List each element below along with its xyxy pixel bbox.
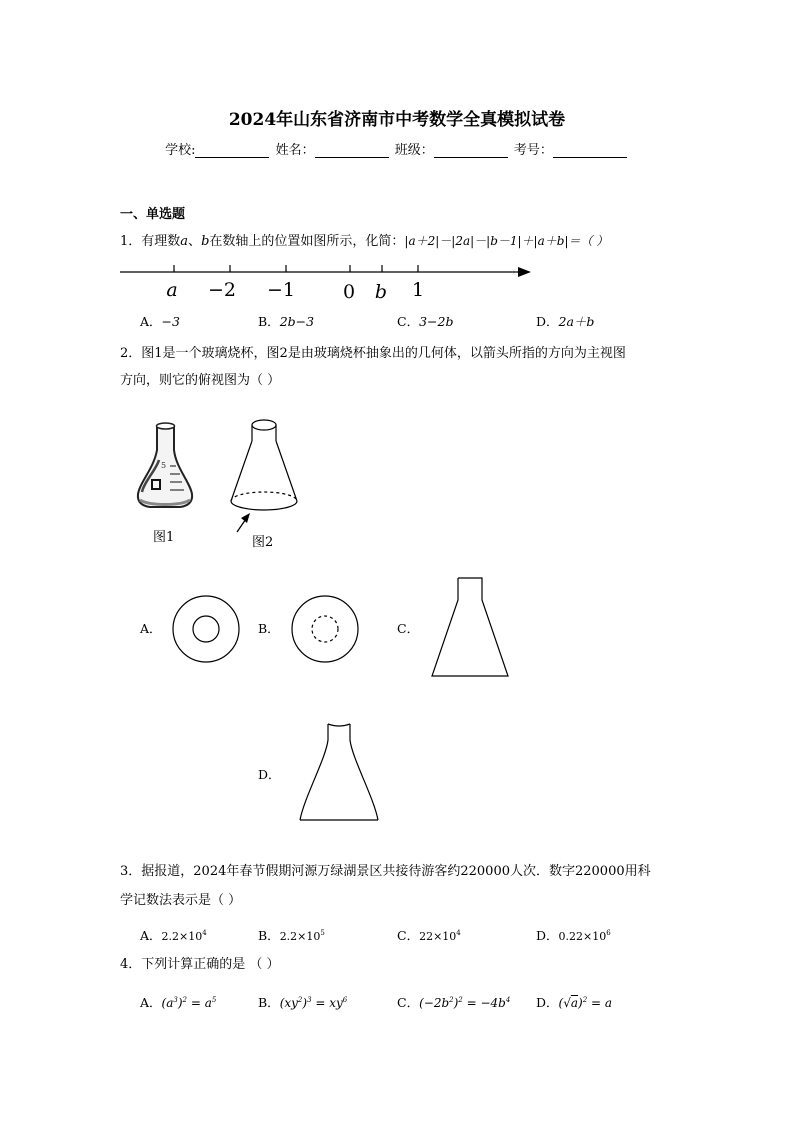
- figure-1-beaker: [130, 420, 200, 515]
- label-1: 1: [411, 279, 425, 301]
- q3-option-d[interactable]: D．$0.22\times 10^6$: [536, 928, 611, 943]
- page-title: 2024年山东省济南市中考数学全真模拟试卷: [228, 110, 566, 130]
- q4-c-formula: $(-2b^2)^2 = -4b^4$: [419, 996, 511, 1010]
- name-label: 姓名：: [275, 143, 315, 158]
- q4-option-c[interactable]: C．$(-2b^2)^2 = -4b^4$: [397, 995, 511, 1010]
- number-line-arrow-icon: [518, 267, 531, 277]
- q2-option-c-figure[interactable]: [428, 576, 512, 680]
- q4-option-a[interactable]: A．$(a^3)^2 = a^5$: [140, 995, 217, 1010]
- q2-option-b-label[interactable]: B．: [258, 621, 280, 636]
- q1-expression: |a＋2|－|2a|－|b－1|＋|a＋b|＝（ ）: [404, 234, 609, 248]
- q1-option-a[interactable]: A．−3: [140, 314, 180, 329]
- figure-2-frustum: [225, 415, 310, 525]
- question-2-line1: 2．图1是一个玻璃烧杯，图2是由玻璃烧杯抽象出的几何体，以箭头所指的方向为主视图: [120, 346, 626, 361]
- q4-option-d[interactable]: D．$(√a)^2 = a$: [536, 995, 613, 1010]
- q4-d-formula: $(√a)^2 = a$: [558, 996, 613, 1010]
- q2-option-a-label[interactable]: A．: [140, 621, 162, 636]
- label-minus1: −1: [266, 279, 296, 301]
- q2-option-d-figure[interactable]: [296, 718, 386, 828]
- q3-option-a[interactable]: A．$2.2\times 10^4$: [140, 928, 207, 943]
- q3-option-c[interactable]: C．$22\times 10^4$: [397, 928, 461, 943]
- label-minus2: −2: [207, 279, 237, 301]
- q1-option-b[interactable]: B．2b−3: [258, 314, 315, 329]
- question-3-line1: 3．据报道，2024年春节假期河源万绿湖景区共接待游客约220000人次．数字220000用科: [120, 864, 651, 879]
- q1-option-d[interactable]: D．2a＋b: [536, 314, 595, 329]
- label-b: b: [374, 281, 388, 303]
- question-4-stem: 4．下列计算正确的是 （ ）: [120, 957, 280, 972]
- section-heading: 一、单选题: [120, 207, 186, 222]
- school-label: 学校:: [165, 143, 196, 158]
- school-blank[interactable]: [195, 145, 269, 158]
- figure-2-caption: 图2: [252, 535, 274, 550]
- class-blank[interactable]: [434, 145, 508, 158]
- q2-option-a-figure[interactable]: [170, 593, 242, 665]
- number-line: [0, 255, 794, 305]
- question-3-line2: 学记数法表示是（ ）: [120, 893, 242, 908]
- name-blank[interactable]: [315, 145, 389, 158]
- q4-b-formula: $(xy^2)^3 = xy^6$: [279, 996, 348, 1010]
- label-a: a: [166, 279, 178, 301]
- svg-text:5: 5: [161, 461, 167, 470]
- q4-a-formula: $(a^3)^2 = a^5$: [161, 996, 217, 1010]
- label-0: 0: [342, 281, 356, 303]
- q3-option-b[interactable]: B．$2.2\times 10^5$: [258, 928, 325, 943]
- q1-option-c[interactable]: C．3−2b: [397, 314, 454, 329]
- id-blank[interactable]: [553, 145, 627, 158]
- question-2-line2: 方向，则它的俯视图为（ ）: [120, 373, 281, 388]
- q2-option-b-figure[interactable]: [289, 593, 361, 665]
- id-label: 考号：: [513, 143, 553, 158]
- question-1-stem: 1．有理数a、b在数轴上的位置如图所示，化简：|a＋2|－|2a|－|b－1|＋|a＋b|＝（ ）: [120, 234, 609, 249]
- class-label: 班级：: [394, 143, 434, 158]
- q2-option-c-label[interactable]: C．: [397, 621, 420, 636]
- q4-option-b[interactable]: B．$(xy^2)^3 = xy^6$: [258, 995, 348, 1010]
- q2-option-d-label[interactable]: D．: [258, 767, 281, 782]
- figure-1-caption: 图1: [153, 530, 175, 545]
- student-info-line: [0, 139, 794, 158]
